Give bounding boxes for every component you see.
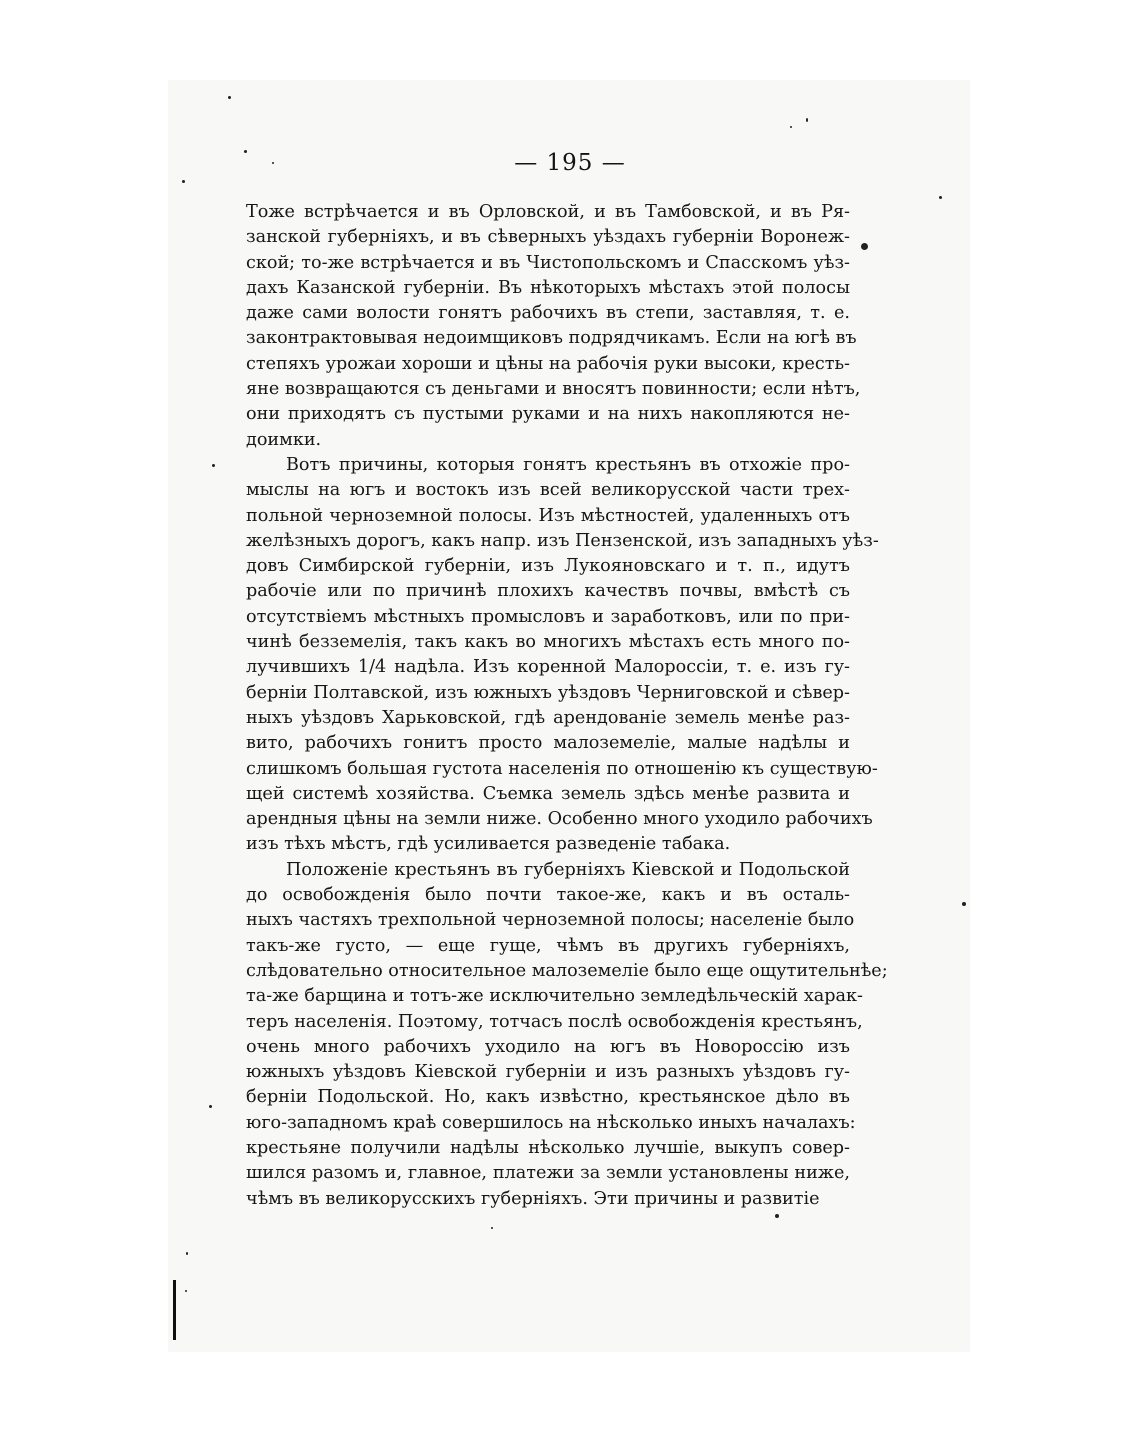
text-line: желѣзныхъ дорогъ, какъ напр. изъ Пензенской, изъ западныхъ уѣз- [246,530,879,551]
text-line: щей системѣ хозяйства. Съемка земель здѣсь менѣе развита и [246,783,850,804]
scan-speck [182,180,185,183]
scan-speck [185,1290,187,1292]
text-line: берніи Полтавской, изъ южныхъ уѣздовъ Черниговской и сѣвер- [246,682,850,703]
text-line: довъ Симбирской губерніи, изъ Лукояновскаго и т. п., идутъ [246,556,850,577]
text-line: юго-западномъ краѣ совершилось на нѣсколько иныхъ началахъ: [246,1112,856,1133]
text-line: Вотъ причины, которыя гонятъ крестьянъ въ отхожіе про- [286,454,850,475]
scan-speck [491,1227,493,1229]
text-line: занской губерніяхъ, и въ сѣверныхъ уѣздахъ губерніи Воронеж- [246,227,850,248]
text-line: лучившихъ 1/4 надѣла. Изъ коренной Малороссіи, т. е. изъ гу- [246,657,850,678]
text-line: ныхъ уѣздовъ Харьковской, гдѣ арендованіе земель менѣе раз- [246,707,850,728]
text-line: законтрактовывая недоимщиковъ подрядчикамъ. Если на югѣ въ [246,328,857,349]
text-line: чинѣ безземелія, такъ какъ во многихъ мѣстахъ есть много по- [246,632,850,653]
text-line: та-же барщина и тотъ-же исключительно земледѣльческій харак- [246,986,863,1007]
text-line: до освобожденія было почти такое-же, какъ и въ осталь- [246,885,850,906]
scan-speck [861,243,868,250]
text-line: ныхъ частяхъ трехпольной черноземной полосы; населеніе было [246,910,855,931]
paragraph-2 [246,453,879,858]
text-line: изъ тѣхъ мѣстъ, гдѣ усиливается разведеніе табака. [246,834,731,855]
scan-speck [962,902,966,906]
text-line: ской; то-же встрѣчается и въ Чистопольскомъ и Спасскомъ уѣз- [246,252,850,273]
text-line: вито, рабочихъ гонитъ просто малоземеліе, малые надѣлы и [246,733,850,754]
text-line: южныхъ уѣздовъ Кіевской губерніи и изъ разныхъ уѣздовъ гу- [246,1062,850,1083]
text-line: берніи Подольской. Но, какъ извѣстно, крестьянское дѣло въ [246,1087,850,1108]
scan-speck [775,1214,779,1218]
text-line: дахъ Казанской губерніи. Въ нѣкоторыхъ мѣстахъ этой полосы [246,277,850,298]
text-line: крестьяне получили надѣлы нѣсколько лучшіе, выкупъ совер- [246,1137,850,1158]
text-line: доимки. [246,429,322,450]
text-line: теръ населенія. Поэтому, тотчасъ послѣ освобожденія крестьянъ, [246,1011,863,1032]
scan-speck [806,118,808,122]
text-line: польной черноземной полосы. Изъ мѣстностей, удаленныхъ отъ [246,505,850,526]
scan-speck [228,96,231,99]
text-line: слишкомъ большая густота населенія по отношенію къ существую- [246,758,878,779]
text-line: мыслы на югъ и востокъ изъ всей великорусской части трех- [246,480,850,501]
text-line: Положеніе крестьянъ въ губерніяхъ Кіевской и Подольской [286,859,850,880]
text-line: яне возвращаются съ деньгами и вносятъ повинности; если нѣтъ, [246,379,861,400]
scan-speck [186,1252,188,1255]
text-line: очень много рабочихъ уходило на югъ въ Новороссію изъ [246,1036,850,1057]
text-line: слѣдовательно относительное малоземеліе было еще ощутительнѣе; [246,960,888,981]
text-line: Тоже встрѣчается и въ Орловской, и въ Тамбовской, и въ Ря- [246,202,850,222]
text-line: отсутствіемъ мѣстныхъ промысловъ и заработковъ, или по при- [246,606,850,627]
body-text [246,200,888,1212]
scan-speck [212,464,215,467]
paragraph-1 [246,200,861,453]
scan-speck [244,150,247,153]
scan-speck [790,126,792,128]
page-number: — 195 — [514,150,626,176]
text-line: чѣмъ въ великорусскихъ губерніяхъ. Эти причины и развитіе [246,1188,820,1209]
scan-speck [209,1105,212,1108]
scan-speck [272,162,274,164]
text-line: они приходятъ съ пустыми руками и на нихъ накопляются не- [246,404,850,425]
text-line: такъ-же густо, — еще гуще, чѣмъ въ другихъ губерніяхъ, [246,935,850,956]
text-line: степяхъ урожаи хороши и цѣны на рабочія руки высоки, кресть- [246,353,850,374]
text-line: даже сами волости гонятъ рабочихъ въ степи, заставляя, т. е. [246,303,850,324]
scan-margin-mark [173,1280,176,1340]
paragraph-3 [246,858,888,1212]
scan-speck [939,196,942,199]
text-line: рабочіе или по причинѣ плохихъ качествъ почвы, вмѣстѣ съ [246,581,850,602]
text-line: шился разомъ и, главное, платежи за земли установлены ниже, [246,1163,850,1184]
text-line: арендныя цѣны на земли ниже. Особенно много уходило рабочихъ [246,809,873,830]
